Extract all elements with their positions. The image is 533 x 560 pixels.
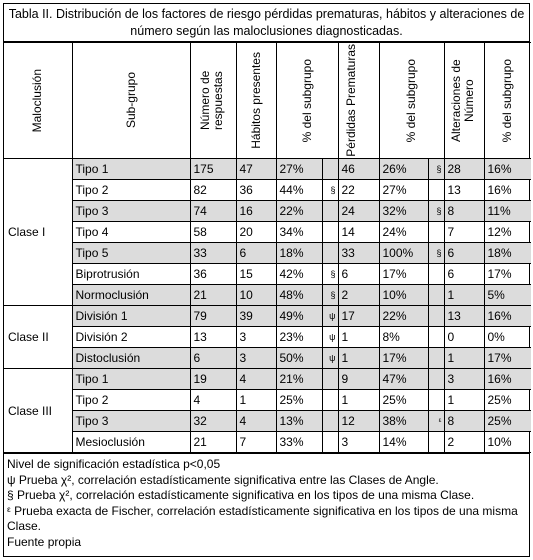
subgroup-cell: Tipo 3 <box>72 201 190 222</box>
subgroup-cell: Mesioclusión <box>72 432 190 453</box>
habitos-cell: 3 <box>236 348 276 369</box>
header-pct-habitos: % del subgrupo <box>276 43 338 159</box>
perdidas-pct-cell: 32% <box>379 201 428 222</box>
maloclusion-group: Clase I <box>4 159 72 306</box>
subgroup-cell: Tipo 2 <box>72 390 190 411</box>
note-psi: ψ Prueba χ², correlación estadísticamente significativa entre las Clases de Angle. <box>7 472 439 487</box>
habitos-mark <box>322 201 338 222</box>
perdidas-cell: 14 <box>338 222 379 243</box>
maloclusion-group: Clase II <box>4 306 72 369</box>
table-row <box>4 222 531 243</box>
respuestas-cell: 4 <box>190 390 236 411</box>
alteraciones-pct-cell: 25% <box>484 390 531 411</box>
perdidas-mark: § <box>428 243 444 264</box>
subgroup-cell: Tipo 5 <box>72 243 190 264</box>
alteraciones-cell: 28 <box>444 159 484 180</box>
subgroup-cell: División 2 <box>72 327 190 348</box>
perdidas-mark <box>428 264 444 285</box>
perdidas-cell: 1 <box>338 348 379 369</box>
habitos-pct-cell: 13% <box>276 411 322 432</box>
alteraciones-pct-cell: 16% <box>484 306 531 327</box>
alteraciones-cell: 0 <box>444 327 484 348</box>
subgroup-cell: Distoclusión <box>72 348 190 369</box>
habitos-mark <box>322 390 338 411</box>
header-maloclusion: Maloclusión <box>4 43 72 159</box>
perdidas-pct-cell: 25% <box>379 390 428 411</box>
habitos-mark: § <box>322 264 338 285</box>
alteraciones-cell: 1 <box>444 348 484 369</box>
alteraciones-cell: 1 <box>444 390 484 411</box>
alteraciones-pct-cell: 16% <box>484 159 531 180</box>
respuestas-cell: 175 <box>190 159 236 180</box>
habitos-cell: 1 <box>236 390 276 411</box>
alteraciones-cell: 2 <box>444 432 484 453</box>
habitos-pct-cell: 23% <box>276 327 322 348</box>
habitos-mark: § <box>322 285 338 306</box>
perdidas-mark: § <box>428 159 444 180</box>
table-row <box>4 180 531 201</box>
table-row <box>4 390 531 411</box>
note-significance: Nivel de significación estadística p<0,05 <box>7 457 221 471</box>
respuestas-cell: 13 <box>190 327 236 348</box>
table-row <box>4 243 531 264</box>
note-section: § Prueba χ², correlación estadísticamente significativa en los tipos de una misma Clase. <box>7 488 475 502</box>
habitos-cell: 15 <box>236 264 276 285</box>
perdidas-cell: 33 <box>338 243 379 264</box>
alteraciones-cell: 8 <box>444 201 484 222</box>
habitos-pct-cell: 33% <box>276 432 322 453</box>
perdidas-cell: 12 <box>338 411 379 432</box>
respuestas-cell: 21 <box>190 432 236 453</box>
habitos-pct-cell: 25% <box>276 390 322 411</box>
perdidas-cell: 2 <box>338 285 379 306</box>
header-numero-respuestas: Número de respuestas <box>190 43 236 159</box>
habitos-mark <box>322 432 338 453</box>
perdidas-cell: 3 <box>338 432 379 453</box>
perdidas-mark <box>428 180 444 201</box>
habitos-mark <box>322 222 338 243</box>
alteraciones-pct-cell: 12% <box>484 222 531 243</box>
perdidas-mark <box>428 348 444 369</box>
perdidas-cell: 9 <box>338 369 379 390</box>
perdidas-cell: 1 <box>338 390 379 411</box>
habitos-mark: § <box>322 180 338 201</box>
perdidas-pct-cell: 26% <box>379 159 428 180</box>
respuestas-cell: 82 <box>190 180 236 201</box>
alteraciones-cell: 6 <box>444 243 484 264</box>
perdidas-cell: 17 <box>338 306 379 327</box>
respuestas-cell: 6 <box>190 348 236 369</box>
habitos-pct-cell: 27% <box>276 159 322 180</box>
habitos-mark <box>322 411 338 432</box>
perdidas-mark <box>428 369 444 390</box>
habitos-mark <box>322 159 338 180</box>
alteraciones-pct-cell: 17% <box>484 348 531 369</box>
habitos-pct-cell: 18% <box>276 243 322 264</box>
perdidas-mark: ᵋ <box>428 411 444 432</box>
perdidas-pct-cell: 10% <box>379 285 428 306</box>
habitos-cell: 4 <box>236 369 276 390</box>
perdidas-pct-cell: 17% <box>379 264 428 285</box>
perdidas-pct-cell: 27% <box>379 180 428 201</box>
perdidas-pct-cell: 17% <box>379 348 428 369</box>
data-table <box>4 42 531 453</box>
table-title: Tabla II. Distribución de los factores de riesgo pérdidas prematuras, hábitos y alteraciones de número según las maloclusiones diagnosticadas. <box>4 4 529 42</box>
perdidas-mark <box>428 222 444 243</box>
subgroup-cell: Tipo 1 <box>72 159 190 180</box>
respuestas-cell: 36 <box>190 264 236 285</box>
habitos-cell: 47 <box>236 159 276 180</box>
alteraciones-pct-cell: 16% <box>484 369 531 390</box>
respuestas-cell: 58 <box>190 222 236 243</box>
table-row <box>4 411 531 432</box>
habitos-pct-cell: 48% <box>276 285 322 306</box>
perdidas-mark: § <box>428 201 444 222</box>
habitos-mark: ψ <box>322 327 338 348</box>
perdidas-mark <box>428 327 444 348</box>
table-row <box>4 327 531 348</box>
respuestas-cell: 19 <box>190 369 236 390</box>
habitos-cell: 39 <box>236 306 276 327</box>
table-notes <box>4 453 529 550</box>
alteraciones-pct-cell: 0% <box>484 327 531 348</box>
perdidas-mark <box>428 306 444 327</box>
table-row <box>4 369 531 390</box>
habitos-cell: 3 <box>236 327 276 348</box>
subgroup-cell: Biprotrusión <box>72 264 190 285</box>
subgroup-cell: Tipo 1 <box>72 369 190 390</box>
perdidas-pct-cell: 8% <box>379 327 428 348</box>
habitos-pct-cell: 21% <box>276 369 322 390</box>
perdidas-pct-cell: 100% <box>379 243 428 264</box>
habitos-pct-cell: 42% <box>276 264 322 285</box>
habitos-pct-cell: 50% <box>276 348 322 369</box>
table-row <box>4 432 531 453</box>
alteraciones-cell: 8 <box>444 411 484 432</box>
alteraciones-cell: 13 <box>444 180 484 201</box>
subgroup-cell: Tipo 3 <box>72 411 190 432</box>
respuestas-cell: 74 <box>190 201 236 222</box>
habitos-cell: 16 <box>236 201 276 222</box>
habitos-cell: 6 <box>236 243 276 264</box>
alteraciones-cell: 1 <box>444 285 484 306</box>
habitos-pct-cell: 22% <box>276 201 322 222</box>
habitos-pct-cell: 49% <box>276 306 322 327</box>
header-row <box>4 43 531 159</box>
habitos-mark <box>322 243 338 264</box>
habitos-mark: ψ <box>322 306 338 327</box>
note-epsilon: ᵋ Prueba exacta de Fischer, correlación estadísticamente significativa en los tipos de una misma Clase. <box>7 503 518 533</box>
subgroup-cell: Tipo 4 <box>72 222 190 243</box>
perdidas-cell: 24 <box>338 201 379 222</box>
habitos-cell: 4 <box>236 411 276 432</box>
alteraciones-cell: 7 <box>444 222 484 243</box>
alteraciones-pct-cell: 5% <box>484 285 531 306</box>
table-row <box>4 285 531 306</box>
header-pct-alteraciones: % del subgrupo <box>484 43 531 159</box>
header-perdidas: Pérdidas Prematuras <box>338 43 379 159</box>
alteraciones-pct-cell: 10% <box>484 432 531 453</box>
habitos-cell: 20 <box>236 222 276 243</box>
perdidas-cell: 1 <box>338 327 379 348</box>
alteraciones-pct-cell: 17% <box>484 264 531 285</box>
respuestas-cell: 32 <box>190 411 236 432</box>
habitos-mark: ψ <box>322 348 338 369</box>
table-row <box>4 201 531 222</box>
alteraciones-pct-cell: 18% <box>484 243 531 264</box>
header-alteraciones: Alteraciones de Número <box>444 43 484 159</box>
habitos-cell: 10 <box>236 285 276 306</box>
respuestas-cell: 79 <box>190 306 236 327</box>
header-pct-perdidas: % del subgrupo <box>379 43 444 159</box>
header-habitos-presentes: Hábitos presentes <box>236 43 276 159</box>
perdidas-mark <box>428 432 444 453</box>
alteraciones-cell: 13 <box>444 306 484 327</box>
subgroup-cell: División 1 <box>72 306 190 327</box>
habitos-cell: 7 <box>236 432 276 453</box>
alteraciones-pct-cell: 11% <box>484 201 531 222</box>
habitos-mark <box>322 369 338 390</box>
perdidas-pct-cell: 47% <box>379 369 428 390</box>
respuestas-cell: 21 <box>190 285 236 306</box>
table-row <box>4 264 531 285</box>
habitos-pct-cell: 44% <box>276 180 322 201</box>
perdidas-cell: 6 <box>338 264 379 285</box>
maloclusion-group: Clase III <box>4 369 72 453</box>
habitos-cell: 36 <box>236 180 276 201</box>
perdidas-cell: 46 <box>338 159 379 180</box>
alteraciones-pct-cell: 16% <box>484 180 531 201</box>
header-subgrupo: Sub-grupo <box>72 43 190 159</box>
table-row <box>4 159 531 180</box>
perdidas-pct-cell: 24% <box>379 222 428 243</box>
perdidas-cell: 22 <box>338 180 379 201</box>
perdidas-mark <box>428 285 444 306</box>
table-row <box>4 306 531 327</box>
note-source: Fuente propia <box>7 534 82 549</box>
perdidas-pct-cell: 22% <box>379 306 428 327</box>
alteraciones-cell: 3 <box>444 369 484 390</box>
table-figure <box>3 3 530 557</box>
subgroup-cell: Tipo 2 <box>72 180 190 201</box>
alteraciones-cell: 6 <box>444 264 484 285</box>
perdidas-pct-cell: 38% <box>379 411 428 432</box>
table-row <box>4 348 531 369</box>
perdidas-pct-cell: 14% <box>379 432 428 453</box>
subgroup-cell: Normoclusión <box>72 285 190 306</box>
alteraciones-pct-cell: 25% <box>484 411 531 432</box>
respuestas-cell: 33 <box>190 243 236 264</box>
habitos-pct-cell: 34% <box>276 222 322 243</box>
perdidas-mark <box>428 390 444 411</box>
